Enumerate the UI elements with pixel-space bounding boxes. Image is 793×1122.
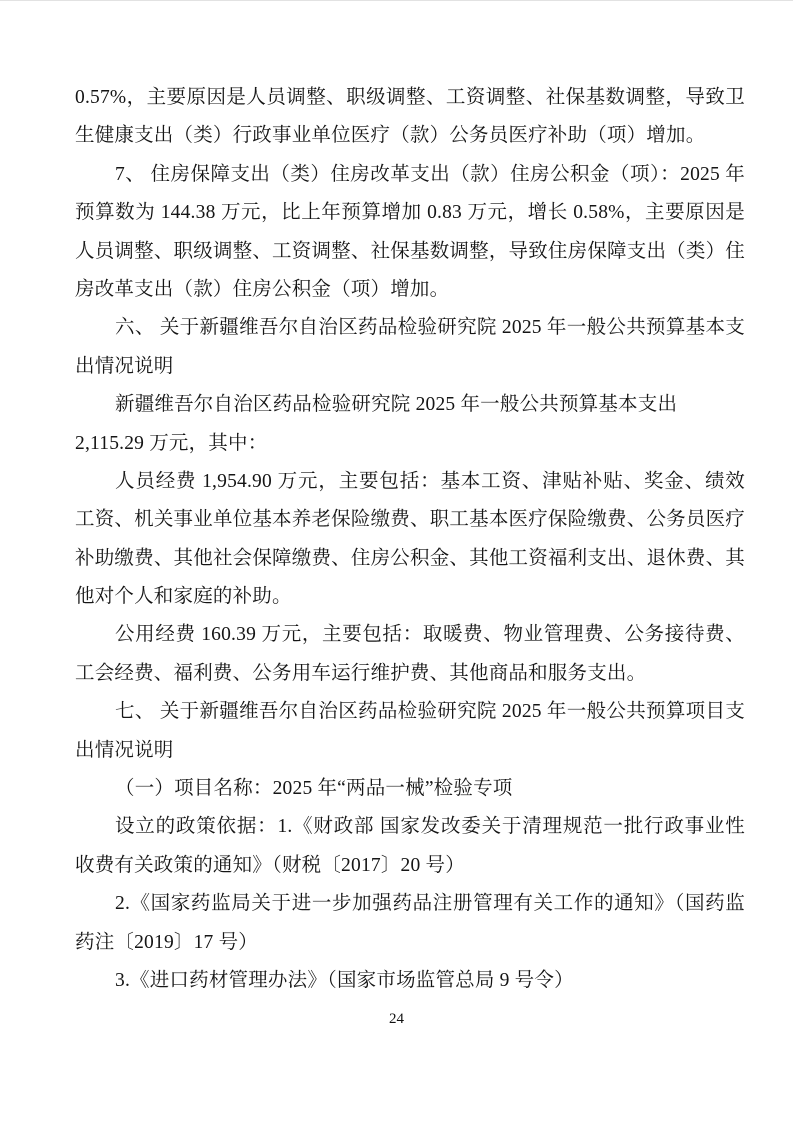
doc-line: （一）项目名称：2025 年“两品一械”检验专项	[115, 778, 513, 800]
page-number: 24	[389, 1011, 404, 1027]
doc-line: 药注〔2019〕17 号）	[75, 931, 258, 953]
doc-line: 收费有关政策的通知》（财税〔2017〕20 号）	[75, 854, 465, 876]
doc-line: 2.《国家药监局关于进一步加强药品注册管理有关工作的通知》（国药监	[115, 893, 745, 915]
doc-line: 出情况说明	[75, 739, 174, 761]
doc-line: 补助缴费、其他社会保障缴费、住房公积金、其他工资福利支出、退休费、其	[75, 547, 745, 569]
doc-line: 人员经费 1,954.90 万元，主要包括：基本工资、津贴补贴、奖金、绩效	[115, 470, 745, 492]
doc-line: 7、 住房保障支出（类）住房改革支出（款）住房公积金（项）：2025 年	[115, 163, 745, 185]
doc-line: 新疆维吾尔自治区药品检验研究院 2025 年一般公共预算基本支出	[115, 394, 678, 416]
doc-line: 0.57%，主要原因是人员调整、职级调整、工资调整、社保基数调整，导致卫	[75, 87, 745, 108]
doc-line: 工资、机关事业单位基本养老保险缴费、职工基本医疗保险缴费、公务员医疗	[75, 509, 745, 531]
doc-line: 他对个人和家庭的补助。	[75, 586, 292, 608]
doc-line: 七、 关于新疆维吾尔自治区药品检验研究院 2025 年一般公共预算项目支	[115, 701, 745, 723]
doc-line: 3.《进口药材管理办法》（国家市场监管总局 9 号令）	[115, 969, 574, 991]
doc-line: 预算数为 144.38 万元，比上年预算增加 0.83 万元，增长 0.58%，主要原因是	[75, 202, 745, 224]
doc-line: 六、 关于新疆维吾尔自治区药品检验研究院 2025 年一般公共预算基本支	[115, 317, 745, 339]
doc-line: 设立的政策依据：1.《财政部 国家发改委关于清理规范一批行政事业性	[115, 816, 745, 838]
doc-line: 房改革支出（款）住房公积金（项）增加。	[75, 278, 450, 300]
document-body	[75, 79, 745, 1000]
doc-line: 生健康支出（类）行政事业单位医疗（款）公务员医疗补助（项）增加。	[75, 125, 706, 147]
doc-line: 公用经费 160.39 万元，主要包括：取暖费、物业管理费、公务接待费、	[115, 624, 745, 646]
doc-line: 出情况说明	[75, 355, 174, 377]
doc-line: 工会经费、福利费、公务用车运行维护费、其他商品和服务支出。	[75, 662, 647, 684]
doc-line: 2,115.29 万元，其中：	[75, 432, 268, 454]
doc-line: 人员调整、职级调整、工资调整、社保基数调整，导致住房保障支出（类）住	[75, 240, 745, 262]
